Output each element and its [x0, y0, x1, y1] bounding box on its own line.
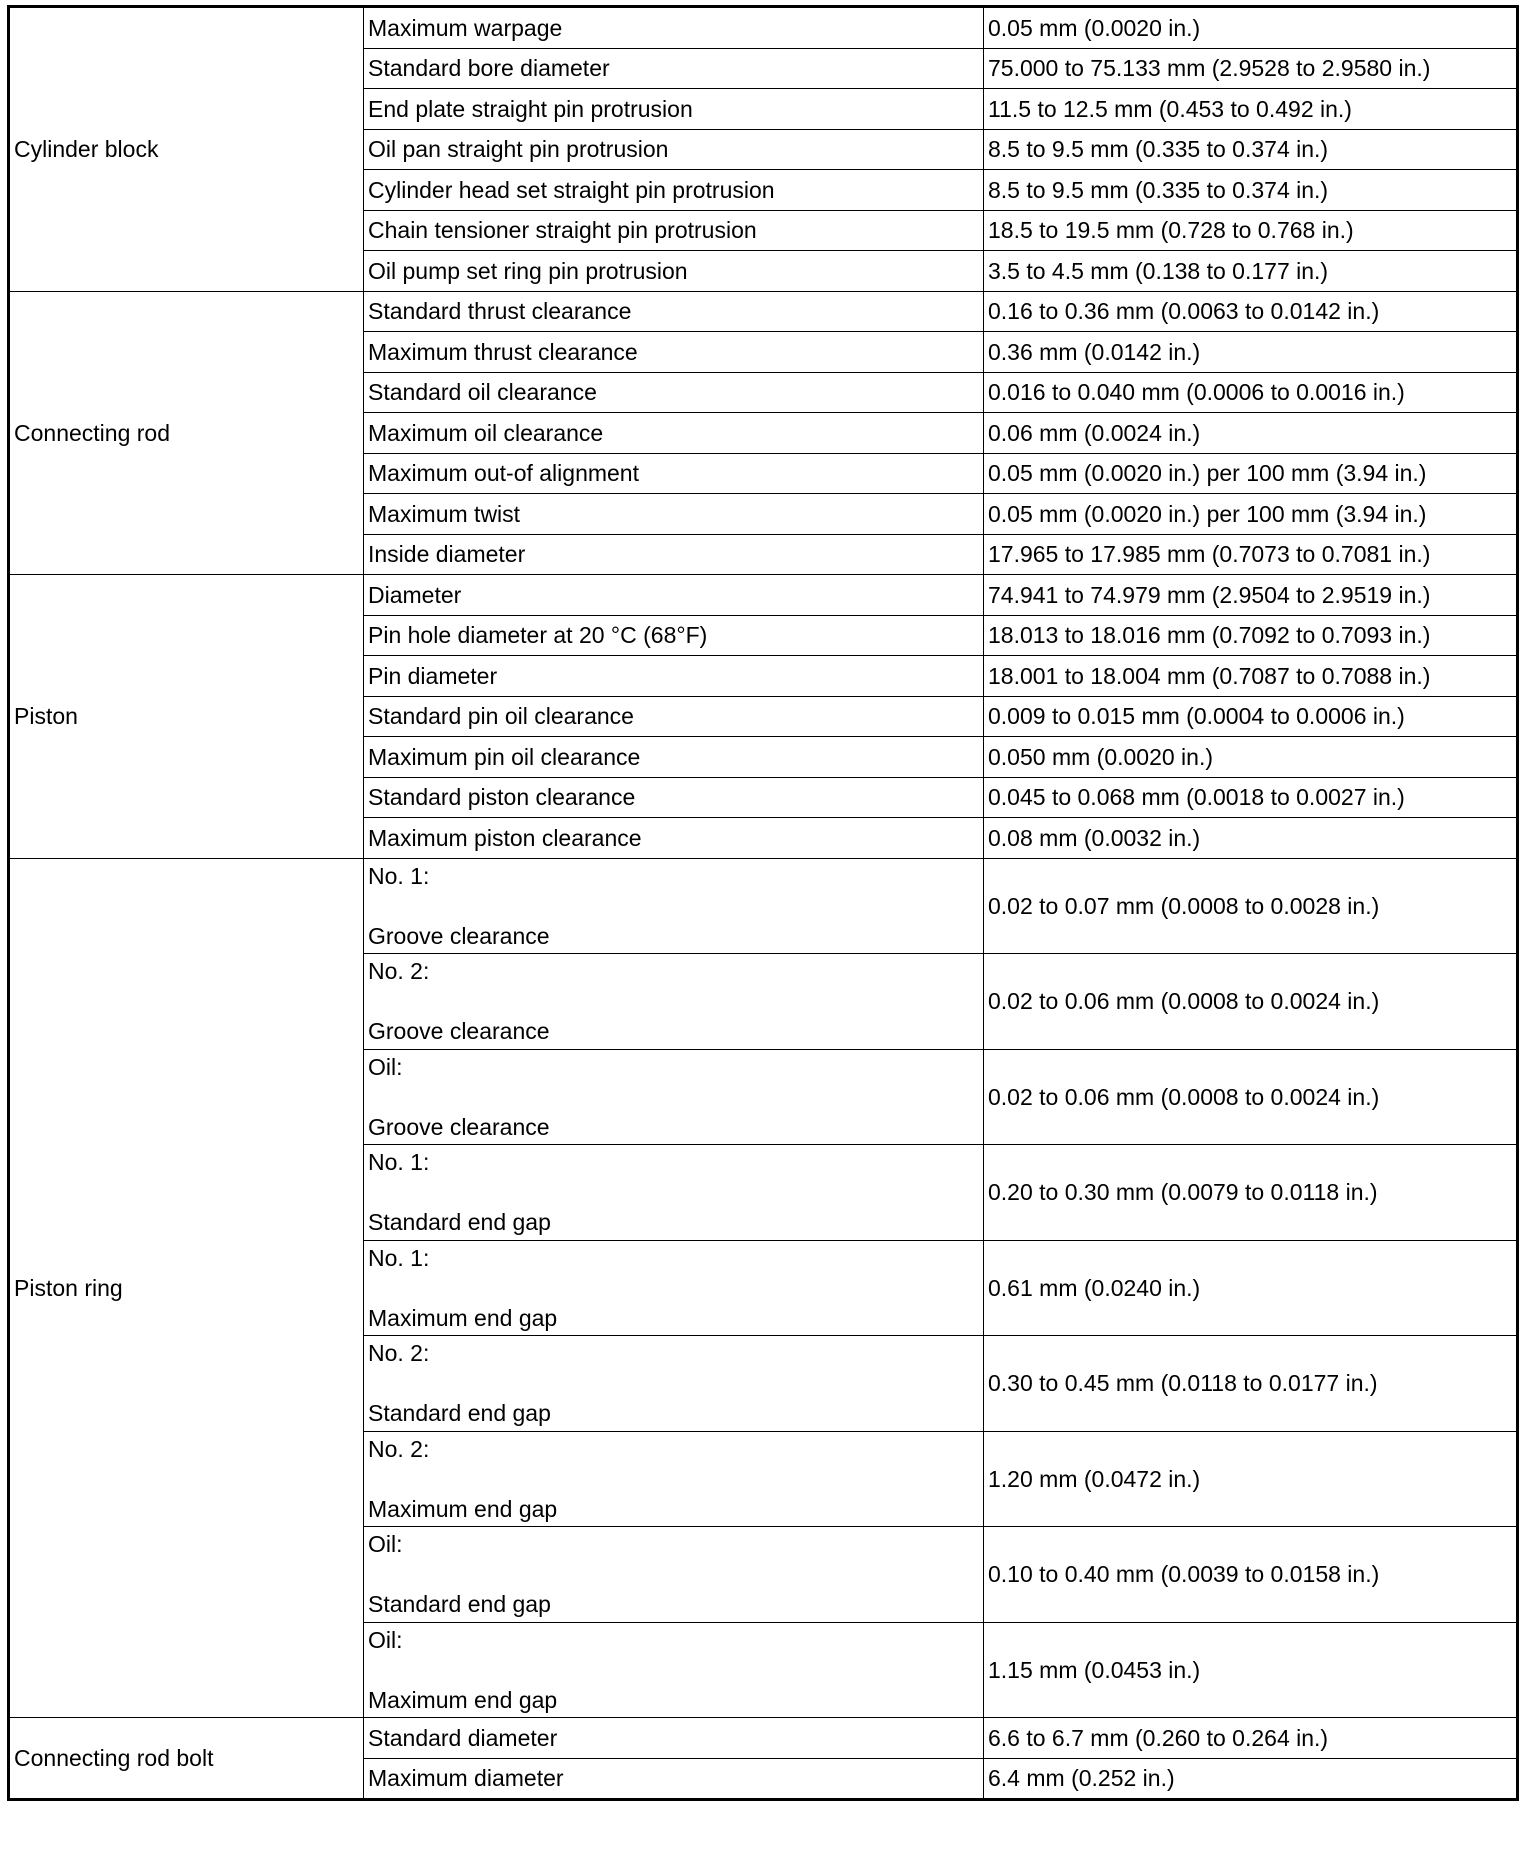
table-row [9, 575, 1518, 616]
spec-value-cell: 74.941 to 74.979 mm (2.9504 to 2.9519 in.) [984, 575, 1518, 616]
spec-value-cell: 8.5 to 9.5 mm (0.335 to 0.374 in.) [984, 129, 1518, 170]
item-label-cell [364, 1431, 984, 1527]
spec-value-cell: 0.05 mm (0.0020 in.) [984, 7, 1518, 49]
item-label-prefix: No. 1: [368, 862, 430, 889]
item-label-cell: Inside diameter [364, 534, 984, 575]
spec-value-cell: 0.02 to 0.07 mm (0.0008 to 0.0028 in.) [984, 858, 1518, 954]
spec-table-body [9, 7, 1518, 1800]
item-label-prefix: No. 2: [368, 958, 430, 985]
spec-value-cell: 6.4 mm (0.252 in.) [984, 1758, 1518, 1800]
item-label-text: Groove clearance [368, 1018, 550, 1045]
item-label-text: Maximum end gap [368, 1686, 558, 1713]
item-label-cell: Oil pump set ring pin protrusion [364, 251, 984, 292]
component-name-cell: Connecting rod bolt [9, 1718, 364, 1800]
item-label-cell: End plate straight pin protrusion [364, 89, 984, 130]
item-label-cell: Standard diameter [364, 1718, 984, 1759]
item-label-text: Groove clearance [368, 922, 550, 949]
spec-value-cell: 0.02 to 0.06 mm (0.0008 to 0.0024 in.) [984, 954, 1518, 1050]
item-label-prefix: No. 2: [368, 1340, 430, 1367]
item-label-cell [364, 1145, 984, 1241]
spec-value-cell: 0.08 mm (0.0032 in.) [984, 818, 1518, 859]
item-label-cell [364, 1336, 984, 1432]
spec-value-cell: 0.36 mm (0.0142 in.) [984, 332, 1518, 373]
item-label-prefix: Oil: [368, 1626, 403, 1653]
item-label-text: Maximum end gap [368, 1495, 558, 1522]
spec-value-cell: 11.5 to 12.5 mm (0.453 to 0.492 in.) [984, 89, 1518, 130]
item-label-cell [364, 1240, 984, 1336]
item-label-cell [364, 858, 984, 954]
item-label-cell: Cylinder head set straight pin protrusion [364, 170, 984, 211]
spec-value-cell: 0.02 to 0.06 mm (0.0008 to 0.0024 in.) [984, 1049, 1518, 1145]
spec-value-cell: 1.15 mm (0.0453 in.) [984, 1622, 1518, 1718]
item-label-cell: Maximum pin oil clearance [364, 737, 984, 778]
spec-value-cell: 0.016 to 0.040 mm (0.0006 to 0.0016 in.) [984, 372, 1518, 413]
item-label-cell: Maximum thrust clearance [364, 332, 984, 373]
spec-table [7, 5, 1519, 1801]
spec-value-cell: 0.20 to 0.30 mm (0.0079 to 0.0118 in.) [984, 1145, 1518, 1241]
item-label-text: Standard end gap [368, 1209, 551, 1236]
component-name-cell: Cylinder block [9, 7, 364, 292]
spec-value-cell: 1.20 mm (0.0472 in.) [984, 1431, 1518, 1527]
item-label-text: Groove clearance [368, 1113, 550, 1140]
spec-value-cell: 0.050 mm (0.0020 in.) [984, 737, 1518, 778]
item-label-cell [364, 1622, 984, 1718]
item-label-cell [364, 954, 984, 1050]
item-label-prefix: No. 2: [368, 1435, 430, 1462]
spec-value-cell: 18.5 to 19.5 mm (0.728 to 0.768 in.) [984, 210, 1518, 251]
item-label-cell: Maximum warpage [364, 7, 984, 49]
component-name-cell: Piston [9, 575, 364, 859]
item-label-cell: Standard pin oil clearance [364, 696, 984, 737]
spec-value-cell: 75.000 to 75.133 mm (2.9528 to 2.9580 in.) [984, 48, 1518, 89]
spec-value-cell: 0.05 mm (0.0020 in.) per 100 mm (3.94 in.) [984, 494, 1518, 535]
item-label-prefix: No. 1: [368, 1244, 430, 1271]
spec-value-cell: 0.06 mm (0.0024 in.) [984, 413, 1518, 454]
item-label-cell: Standard piston clearance [364, 777, 984, 818]
item-label-cell: Standard thrust clearance [364, 291, 984, 332]
item-label-cell [364, 1527, 984, 1623]
item-label-prefix: Oil: [368, 1053, 403, 1080]
item-label-cell: Maximum oil clearance [364, 413, 984, 454]
item-label-cell: Maximum diameter [364, 1758, 984, 1800]
item-label-cell: Standard oil clearance [364, 372, 984, 413]
item-label-cell: Oil pan straight pin protrusion [364, 129, 984, 170]
item-label-cell: Maximum twist [364, 494, 984, 535]
item-label-cell: Diameter [364, 575, 984, 616]
item-label-text: Maximum end gap [368, 1304, 558, 1331]
spec-value-cell: 8.5 to 9.5 mm (0.335 to 0.374 in.) [984, 170, 1518, 211]
item-label-prefix: Oil: [368, 1531, 403, 1558]
item-label-prefix: No. 1: [368, 1149, 430, 1176]
component-name-cell: Connecting rod [9, 291, 364, 575]
spec-value-cell: 0.045 to 0.068 mm (0.0018 to 0.0027 in.) [984, 777, 1518, 818]
component-name-cell: Piston ring [9, 858, 364, 1718]
spec-value-cell: 0.30 to 0.45 mm (0.0118 to 0.0177 in.) [984, 1336, 1518, 1432]
table-row [9, 7, 1518, 49]
item-label-cell: Maximum piston clearance [364, 818, 984, 859]
item-label-cell: Standard bore diameter [364, 48, 984, 89]
table-row [9, 858, 1518, 954]
item-label-cell: Maximum out-of alignment [364, 453, 984, 494]
table-row [9, 1718, 1518, 1759]
spec-value-cell: 0.009 to 0.015 mm (0.0004 to 0.0006 in.) [984, 696, 1518, 737]
spec-value-cell: 3.5 to 4.5 mm (0.138 to 0.177 in.) [984, 251, 1518, 292]
item-label-cell: Pin hole diameter at 20 °C (68°F) [364, 615, 984, 656]
item-label-cell: Pin diameter [364, 656, 984, 697]
item-label-cell: Chain tensioner straight pin protrusion [364, 210, 984, 251]
spec-value-cell: 0.10 to 0.40 mm (0.0039 to 0.0158 in.) [984, 1527, 1518, 1623]
spec-value-cell: 18.013 to 18.016 mm (0.7092 to 0.7093 in.) [984, 615, 1518, 656]
item-label-text: Standard end gap [368, 1591, 551, 1618]
spec-value-cell: 17.965 to 17.985 mm (0.7073 to 0.7081 in.) [984, 534, 1518, 575]
spec-value-cell: 0.61 mm (0.0240 in.) [984, 1240, 1518, 1336]
spec-value-cell: 6.6 to 6.7 mm (0.260 to 0.264 in.) [984, 1718, 1518, 1759]
spec-value-cell: 0.16 to 0.36 mm (0.0063 to 0.0142 in.) [984, 291, 1518, 332]
item-label-text: Standard end gap [368, 1400, 551, 1427]
item-label-cell [364, 1049, 984, 1145]
table-row [9, 291, 1518, 332]
spec-value-cell: 18.001 to 18.004 mm (0.7087 to 0.7088 in.) [984, 656, 1518, 697]
spec-value-cell: 0.05 mm (0.0020 in.) per 100 mm (3.94 in.) [984, 453, 1518, 494]
